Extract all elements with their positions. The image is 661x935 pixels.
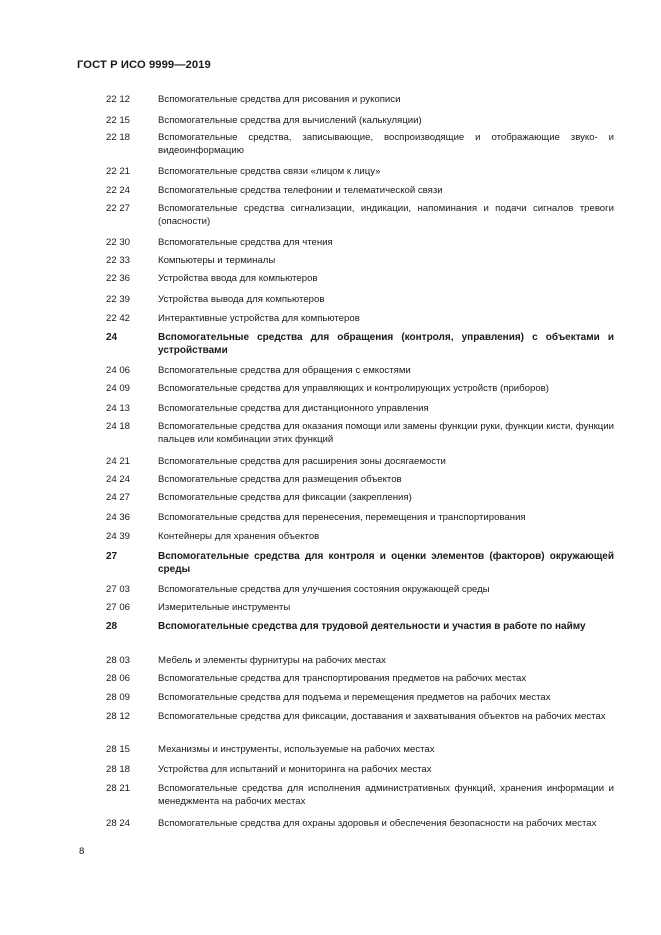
- item-description: Вспомогательные средства для оказания помощи или замены функции руки, функции кисти, функции пальцев или комбинации этих функций: [158, 421, 614, 445]
- item-code: 24 06: [106, 365, 131, 376]
- item-description: Вспомогательные средства для исполнения административных функций, хранения информации и менеджмента на рабочих местах: [158, 783, 614, 807]
- item-code: 22 27: [106, 203, 131, 214]
- item-code: 22 12: [106, 94, 131, 105]
- item-code: 22 21: [106, 166, 131, 177]
- page-number: 8: [79, 846, 85, 857]
- item-description: Интерактивные устройства для компьютеров: [158, 313, 360, 324]
- item-code: 22 33: [106, 255, 131, 266]
- item-description: Вспомогательные средства для вычислений (калькуляции): [158, 115, 422, 126]
- document-header: ГОСТ Р ИСО 9999—2019: [77, 59, 211, 71]
- item-description: Мебель и элементы фурнитуры на рабочих местах: [158, 655, 386, 666]
- item-description: Вспомогательные средства сигнализации, индикации, напоминания и подачи сигналов тревоги (опасности): [158, 203, 614, 227]
- item-code: 22 15: [106, 115, 131, 126]
- item-description: Контейнеры для хранения объектов: [158, 531, 320, 542]
- item-description: Вспомогательные средства для обращения с емкостями: [158, 365, 411, 376]
- item-code: 24 13: [106, 403, 131, 414]
- item-description: Вспомогательные средства связи «лицом к лицу»: [158, 166, 381, 177]
- item-code: 28 24: [106, 818, 131, 829]
- item-description: Вспомогательные средства для перенесения, перемещения и транспортирования: [158, 512, 526, 523]
- item-code: 22 30: [106, 237, 131, 248]
- item-description: Механизмы и инструменты, используемые на рабочих местах: [158, 744, 435, 755]
- item-description: Вспомогательные средства для рисования и рукописи: [158, 94, 401, 105]
- item-code: 24 27: [106, 492, 131, 503]
- item-description: Компьютеры и терминалы: [158, 255, 276, 266]
- item-code: 24 39: [106, 531, 131, 542]
- item-description: Устройства ввода для компьютеров: [158, 273, 318, 284]
- item-description: Вспомогательные средства телефонии и телематической связи: [158, 185, 443, 196]
- item-code: 28 03: [106, 655, 131, 666]
- item-code: 24 21: [106, 456, 131, 467]
- item-description: Вспомогательные средства для контроля и оценки элементов (факторов) окружающей среды: [158, 551, 614, 575]
- item-description: Вспомогательные средства для чтения: [158, 237, 333, 248]
- item-code: 22 18: [106, 132, 131, 143]
- item-description: Вспомогательные средства для обращения (контроля, управления) с объектами и устройствами: [158, 332, 614, 356]
- item-code: 28: [106, 621, 118, 632]
- item-code: 24 09: [106, 383, 131, 394]
- item-description: Вспомогательные средства для подъема и перемещения предметов на рабочих местах: [158, 692, 551, 703]
- item-description: Вспомогательные средства для размещения объектов: [158, 474, 402, 485]
- item-description: Вспомогательные средства для расширения зоны досягаемости: [158, 456, 446, 467]
- item-description: Вспомогательные средства для охраны здоровья и обеспечения безопасности на рабочих местах: [158, 818, 597, 829]
- item-code: 24 24: [106, 474, 131, 485]
- item-code: 27: [106, 551, 118, 562]
- item-code: 24: [106, 332, 118, 343]
- item-description: Вспомогательные средства для дистанционного управления: [158, 403, 429, 414]
- item-description: Вспомогательные средства для трудовой деятельности и участия в работе по найму: [158, 621, 586, 632]
- item-description: Измерительные инструменты: [158, 602, 291, 613]
- item-description: Вспомогательные средства для фиксации, доставания и захватывания объектов на рабочих местах: [158, 711, 606, 722]
- item-code: 28 18: [106, 764, 131, 775]
- item-code: 24 36: [106, 512, 131, 523]
- item-code: 28 06: [106, 673, 131, 684]
- item-description: Устройства вывода для компьютеров: [158, 294, 325, 305]
- item-code: 22 42: [106, 313, 131, 324]
- item-code: 27 03: [106, 584, 131, 595]
- item-description: Вспомогательные средства для транспортирования предметов на рабочих местах: [158, 673, 527, 684]
- item-description: Вспомогательные средства для управляющих и контролирующих устройств (приборов): [158, 383, 549, 394]
- item-code: 24 18: [106, 421, 131, 432]
- item-description: Вспомогательные средства, записывающие, воспроизводящие и отображающие звуко- и видеоинформацию: [158, 132, 614, 156]
- item-code: 22 24: [106, 185, 131, 196]
- item-code: 22 36: [106, 273, 131, 284]
- item-description: Вспомогательные средства для фиксации (закрепления): [158, 492, 412, 503]
- item-description: Вспомогательные средства для улучшения состояния окружающей среды: [158, 584, 490, 595]
- item-code: 27 06: [106, 602, 131, 613]
- item-code: 28 21: [106, 783, 131, 794]
- item-code: 28 12: [106, 711, 131, 722]
- item-description: Устройства для испытаний и мониторинга на рабочих местах: [158, 764, 432, 775]
- item-code: 28 15: [106, 744, 131, 755]
- item-code: 22 39: [106, 294, 131, 305]
- item-code: 28 09: [106, 692, 131, 703]
